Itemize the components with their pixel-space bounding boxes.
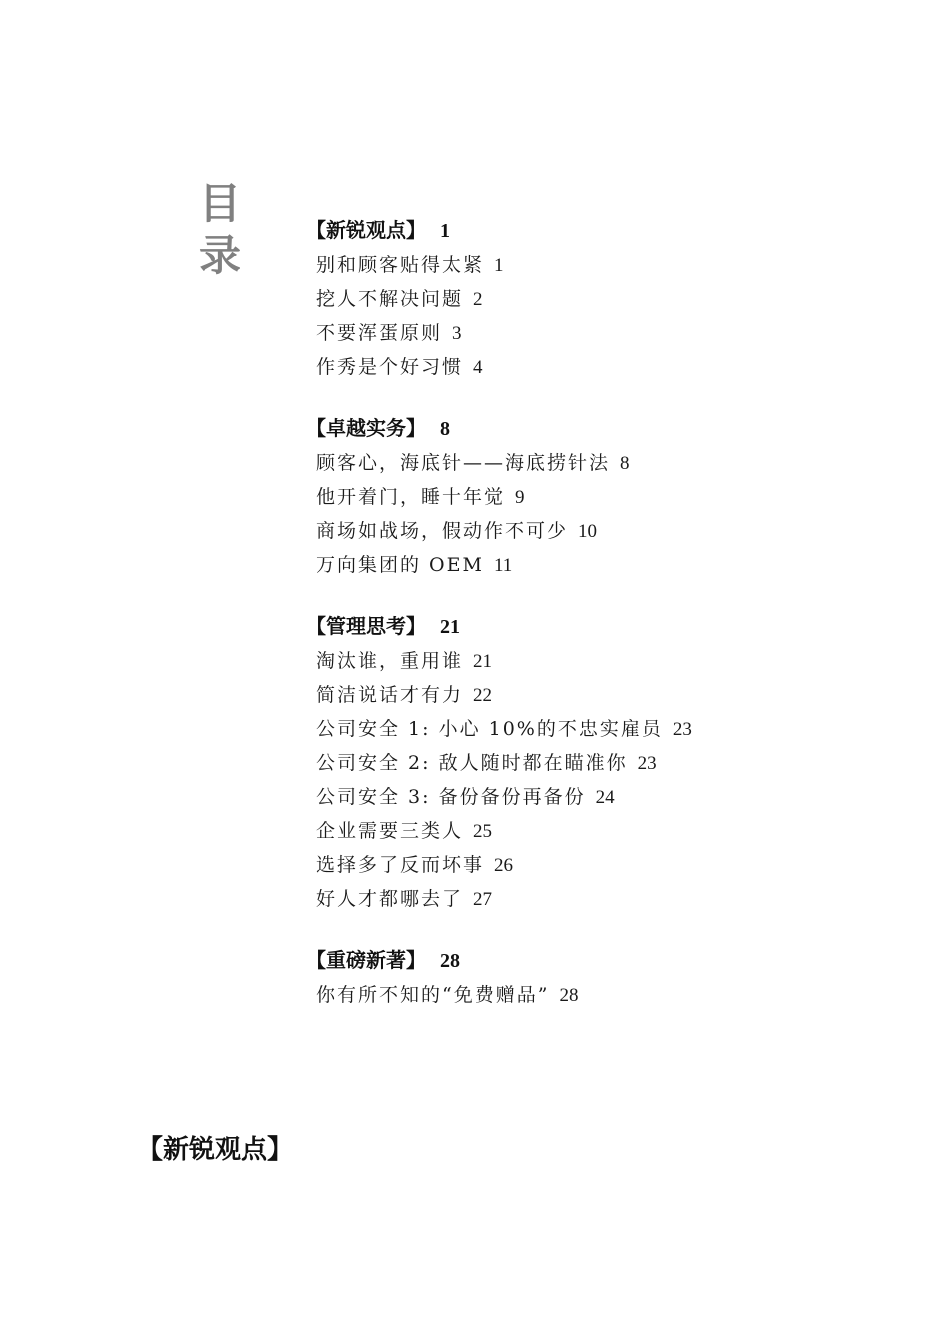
section-heading-label: 【新锐观点】 — [306, 218, 426, 242]
toc-entry-title: 挖人不解决问题 — [316, 288, 464, 310]
toc-title-char-2: 录 — [198, 231, 241, 280]
section-heading[interactable] — [306, 608, 866, 644]
section-heading[interactable] — [306, 410, 866, 446]
toc-entry-title: 公司安全 2: 敌人随时都在瞄准你 — [316, 752, 628, 774]
toc-entry-page: 1 — [494, 255, 504, 276]
toc-entry-page: 2 — [473, 289, 483, 310]
toc-entry[interactable] — [306, 282, 866, 316]
toc-section-1 — [306, 212, 866, 384]
toc-entry-page: 26 — [494, 855, 514, 876]
toc-entry[interactable] — [306, 678, 866, 712]
section-heading[interactable] — [306, 942, 866, 978]
toc-entry-title: 好人才都哪去了 — [316, 888, 464, 910]
toc-entry-page: 23 — [672, 719, 692, 740]
toc-entry-title: 淘汰谁，重用谁 — [316, 650, 464, 672]
toc-entry[interactable] — [306, 514, 866, 548]
toc-entry-title: 选择多了反而坏事 — [316, 854, 485, 876]
toc-entry[interactable] — [306, 848, 866, 882]
toc-entry[interactable] — [306, 712, 866, 746]
toc-entry-title: 万向集团的 OEM — [316, 554, 484, 576]
section-heading[interactable] — [306, 212, 866, 248]
toc-entry-title: 公司安全 3: 备份备份再备份 — [316, 786, 586, 808]
toc-entry-page: 9 — [515, 487, 525, 508]
toc-entry[interactable] — [306, 882, 866, 916]
toc-entry-page: 24 — [595, 787, 615, 808]
toc-section-3 — [306, 608, 866, 916]
toc-entry-page: 4 — [473, 357, 483, 378]
toc-entry[interactable] — [306, 746, 866, 780]
section-page-number: 21 — [440, 616, 460, 638]
section-heading-label: 【管理思考】 — [306, 614, 426, 638]
toc-entry-page: 8 — [620, 453, 630, 474]
toc-entry-title: 简洁说话才有力 — [316, 684, 464, 706]
toc-entry-page: 21 — [473, 651, 493, 672]
section-heading-label: 【重磅新著】 — [306, 948, 426, 972]
toc-entry-title: 你有所不知的“免费赠品” — [316, 984, 550, 1006]
table-of-contents — [306, 212, 866, 1038]
toc-entry-title: 他开着门，睡十年觉 — [316, 486, 506, 508]
toc-entry-page: 10 — [578, 521, 598, 542]
section-page-number: 8 — [440, 418, 450, 440]
toc-entry[interactable] — [306, 350, 866, 384]
toc-entry[interactable] — [306, 446, 866, 480]
toc-entry-page: 3 — [452, 323, 462, 344]
toc-entry[interactable] — [306, 978, 866, 1012]
toc-entry[interactable] — [306, 548, 866, 582]
toc-entry-page: 28 — [559, 985, 579, 1006]
toc-entry-page: 22 — [473, 685, 493, 706]
toc-entry[interactable] — [306, 248, 866, 282]
section-page-number: 1 — [440, 220, 450, 242]
chapter-heading: 【新锐观点】 — [137, 1135, 294, 1165]
toc-section-2 — [306, 410, 866, 582]
toc-entry[interactable] — [306, 316, 866, 350]
toc-entry-title: 顾客心，海底针——海底捞针法 — [316, 452, 611, 474]
toc-entry-title: 不要浑蛋原则 — [316, 322, 443, 344]
toc-entry-title: 公司安全 1: 小心 10%的不忠实雇员 — [316, 718, 663, 740]
toc-title-char-1: 目 — [198, 179, 241, 228]
toc-entry-page: 23 — [637, 753, 657, 774]
toc-entry-page: 11 — [493, 555, 513, 576]
section-page-number: 28 — [440, 950, 460, 972]
toc-entry-page: 27 — [473, 889, 493, 910]
toc-entry-title: 作秀是个好习惯 — [316, 356, 464, 378]
toc-entry-title: 别和顾客贴得太紧 — [316, 254, 485, 276]
toc-entry-page: 25 — [473, 821, 493, 842]
toc-entry[interactable] — [306, 644, 866, 678]
toc-entry[interactable] — [306, 480, 866, 514]
toc-title — [196, 178, 244, 282]
toc-entry-title: 商场如战场，假动作不可少 — [316, 520, 569, 542]
toc-entry-title: 企业需要三类人 — [316, 820, 464, 842]
toc-entry[interactable] — [306, 780, 866, 814]
toc-section-4 — [306, 942, 866, 1012]
toc-entry[interactable] — [306, 814, 866, 848]
section-heading-label: 【卓越实务】 — [306, 416, 426, 440]
